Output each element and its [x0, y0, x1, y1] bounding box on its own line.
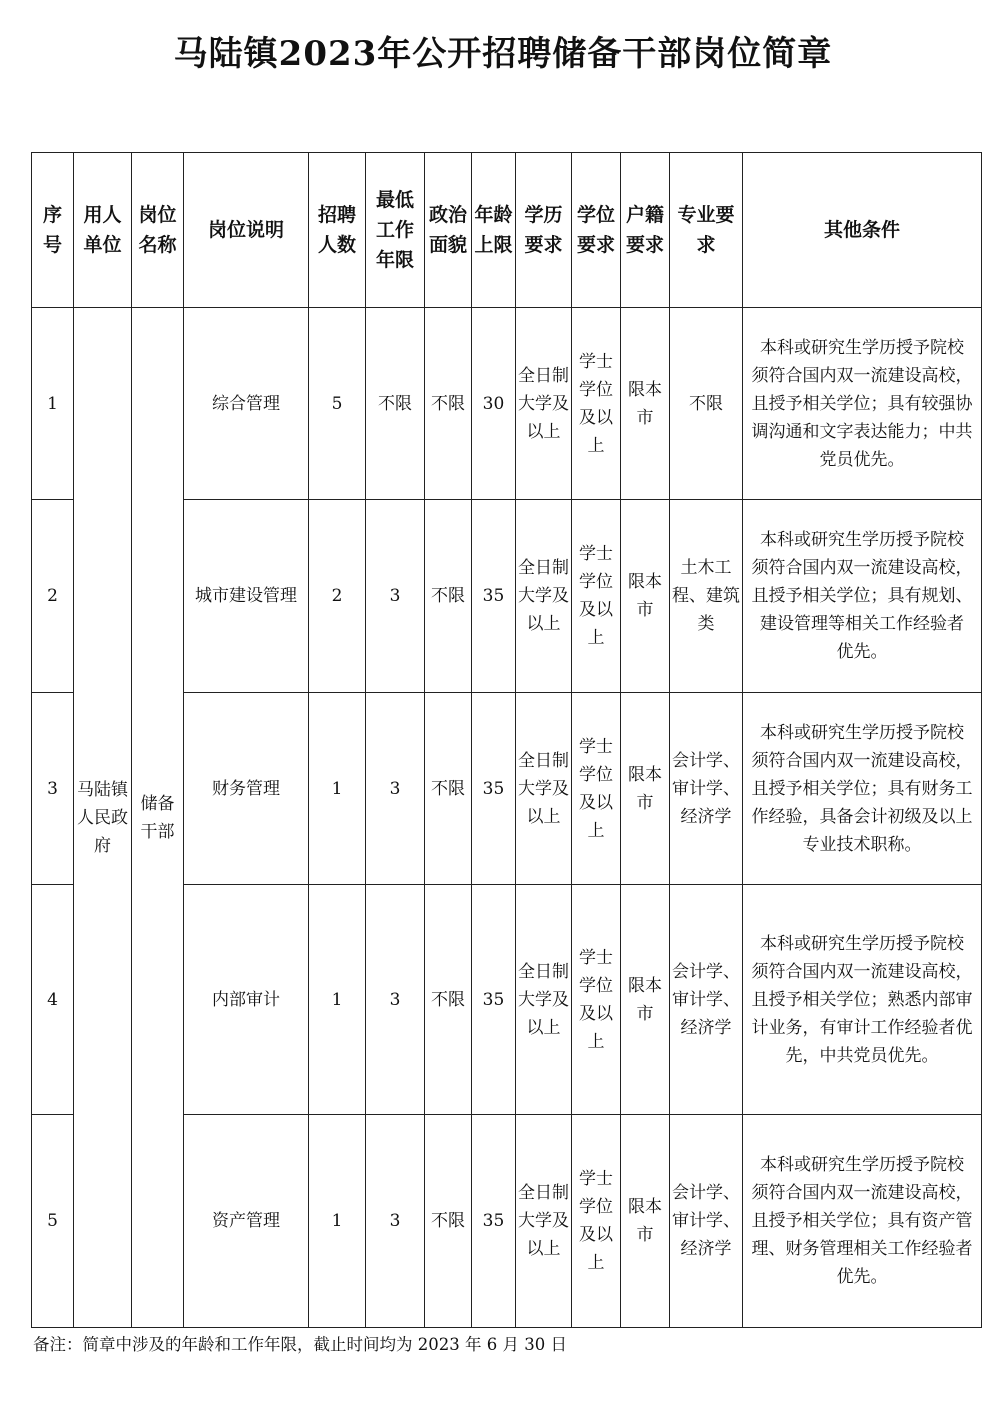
cell-line: 上 [587, 435, 605, 456]
cell-line: 学位 [576, 204, 615, 226]
cell-line: 及以 [579, 792, 613, 813]
cell-line: 大学及 [518, 586, 569, 606]
cell-line: 岗位 [138, 204, 177, 226]
cell-line: 年限 [375, 249, 414, 271]
cell-line: 上 [587, 1253, 605, 1273]
cell-count: 1 [309, 1115, 366, 1328]
cell-age: 35 [472, 1115, 516, 1328]
cell-line: 学位 [579, 764, 613, 785]
cell-line: 大学及 [518, 1211, 569, 1231]
cell-seq: 4 [32, 885, 74, 1115]
footnote: 备注：简章中涉及的年龄和工作年限，截止时间均为 2023 年 6 月 30 日 [33, 1335, 567, 1354]
page-title: 马陆镇2023年公开招聘储备干部岗位简章 [173, 34, 833, 74]
cell-line: 学历 [524, 204, 563, 226]
cell-line: 调沟通和文字表达能力；中共 [751, 421, 973, 442]
cell-line: 全日制 [518, 750, 569, 771]
cell-line: 本科或研究生学历授予院校 [760, 722, 964, 743]
cell-line: 要求 [576, 234, 615, 256]
cell-major [670, 1115, 743, 1328]
cell-line: 学位 [579, 572, 613, 592]
header-degree [572, 153, 621, 308]
cell-line: 工作 [375, 219, 414, 241]
header-work [366, 153, 425, 308]
cell-work: 不限 [366, 308, 425, 500]
cell-line: 不限 [689, 393, 723, 414]
table-row [32, 308, 982, 500]
cell-line: 限本 [628, 572, 662, 592]
cell-seq: 1 [32, 308, 74, 500]
cell-line: 限本 [628, 1197, 662, 1217]
cell-line: 学士 [579, 1169, 613, 1189]
cell-politics: 不限 [425, 885, 472, 1115]
cell-line: 以上 [526, 421, 561, 442]
cell-line: 审计学、 [672, 778, 740, 799]
cell-line: 市 [636, 1003, 654, 1024]
cell-line: 须符合国内双一流建设高校， [751, 365, 973, 386]
header-major [670, 153, 743, 308]
cell-line: 须符合国内双一流建设高校， [751, 558, 973, 578]
cell-line: 上 [587, 820, 605, 841]
cell-line: 限本 [628, 975, 662, 996]
cell-line: 学士 [579, 544, 613, 564]
cell-line: 及以 [579, 600, 613, 620]
cell-line: 及以 [579, 1225, 613, 1245]
cell-hukou [621, 1115, 670, 1328]
cell-line: 及以 [579, 407, 613, 428]
cell-line: 市 [636, 407, 654, 428]
cell-line: 人数 [317, 234, 356, 256]
cell-degree [572, 1115, 621, 1328]
cell-line: 大学及 [518, 989, 569, 1010]
cell-line: 干部 [140, 821, 175, 842]
cell-line: 限本 [628, 764, 662, 785]
cell-politics: 不限 [425, 1115, 472, 1328]
cell-line: 本科或研究生学历授予院校 [760, 337, 964, 358]
cell-edu [516, 500, 572, 693]
cell-degree [572, 308, 621, 500]
cell-line: 政治 [428, 204, 467, 226]
cell-line: 且授予相关学位；具有财务工 [751, 778, 973, 799]
recruitment-table [31, 152, 982, 1328]
cell-line: 经济学 [680, 1017, 732, 1038]
header-count [309, 153, 366, 308]
cell-line: 须符合国内双一流建设高校， [751, 961, 973, 982]
cell-line: 以上 [526, 1239, 561, 1259]
cell-other [743, 693, 982, 885]
cell-line: 作经验，具备会计初级及以上 [751, 806, 973, 827]
cell-politics: 不限 [425, 500, 472, 693]
cell-line: 人民政 [77, 807, 128, 828]
cell-hukou [621, 500, 670, 693]
cell-work: 3 [366, 500, 425, 693]
cell-desc: 内部审计 [184, 885, 309, 1115]
header-other: 其他条件 [743, 153, 982, 308]
cell-line: 面貌 [428, 234, 467, 256]
cell-line: 会计学、 [672, 750, 740, 771]
cell-line: 大学及 [518, 393, 569, 414]
cell-line: 程、建筑 [672, 586, 740, 606]
cell-major [670, 308, 743, 500]
cell-major [670, 693, 743, 885]
cell-line: 会计学、 [672, 961, 740, 982]
header-row [32, 153, 982, 308]
cell-politics: 不限 [425, 693, 472, 885]
cell-line: 须符合国内双一流建设高校， [751, 750, 973, 771]
cell-count: 5 [309, 308, 366, 500]
cell-count: 2 [309, 500, 366, 693]
header-desc: 岗位说明 [184, 153, 309, 308]
cell-line: 要求 [625, 234, 664, 256]
cell-line: 本科或研究生学历授予院校 [760, 933, 964, 954]
cell-line: 大学及 [518, 778, 569, 799]
cell-age: 35 [472, 500, 516, 693]
cell-line: 学士 [579, 947, 613, 968]
cell-line: 土木工 [680, 558, 732, 578]
cell-line: 市 [636, 1225, 654, 1245]
cell-edu [516, 308, 572, 500]
cell-count: 1 [309, 885, 366, 1115]
cell-line: 市 [636, 600, 654, 620]
cell-line: 学位 [579, 379, 613, 400]
cell-line: 经济学 [680, 1239, 732, 1259]
cell-line: 以上 [526, 1017, 561, 1038]
cell-line: 党员优先。 [819, 449, 905, 470]
cell-work: 3 [366, 1115, 425, 1328]
cell-age: 35 [472, 693, 516, 885]
cell-line: 户籍 [625, 204, 664, 226]
cell-line: 且授予相关学位；熟悉内部审 [751, 989, 973, 1010]
cell-line: 优先。 [836, 1267, 888, 1287]
cell-line: 名称 [138, 234, 177, 256]
cell-major [670, 500, 743, 693]
cell-line: 学士 [579, 736, 613, 757]
cell-line: 专业技术职称。 [802, 834, 922, 855]
cell-line: 全日制 [518, 365, 569, 386]
cell-line: 本科或研究生学历授予院校 [760, 530, 964, 550]
cell-politics: 不限 [425, 308, 472, 500]
cell-line: 且授予相关学位；具有较强协 [751, 393, 973, 414]
cell-line: 专业要 [677, 204, 735, 226]
cell-line: 号 [42, 234, 62, 256]
cell-line: 限本 [628, 379, 662, 400]
cell-seq: 2 [32, 500, 74, 693]
cell-other [743, 1115, 982, 1328]
cell-line: 先，中共党员优先。 [785, 1045, 939, 1066]
cell-post [132, 308, 184, 1328]
cell-edu [516, 693, 572, 885]
cell-other [743, 308, 982, 500]
header-age [472, 153, 516, 308]
cell-line: 以上 [526, 806, 561, 827]
cell-line: 审计学、 [672, 1211, 740, 1231]
cell-desc: 城市建设管理 [184, 500, 309, 693]
cell-work: 3 [366, 693, 425, 885]
cell-other [743, 885, 982, 1115]
cell-line: 全日制 [518, 961, 569, 982]
cell-line: 建设管理等相关工作经验者 [760, 614, 964, 634]
cell-line: 上 [587, 628, 605, 648]
cell-seq: 5 [32, 1115, 74, 1328]
cell-line: 须符合国内双一流建设高校， [751, 1183, 973, 1203]
cell-line: 市 [636, 792, 654, 813]
cell-line: 且授予相关学位；具有资产管 [751, 1211, 973, 1231]
cell-line: 类 [697, 614, 715, 634]
cell-line: 府 [94, 835, 111, 856]
cell-line: 及以 [579, 1003, 613, 1024]
cell-hukou [621, 885, 670, 1115]
cell-line: 最低 [375, 189, 414, 211]
cell-desc: 财务管理 [184, 693, 309, 885]
cell-edu [516, 885, 572, 1115]
cell-unit [74, 308, 132, 1328]
cell-desc: 资产管理 [184, 1115, 309, 1328]
cell-other [743, 500, 982, 693]
cell-line: 理、财务管理相关工作经验者 [751, 1239, 973, 1259]
header-unit [74, 153, 132, 308]
cell-line: 年龄 [474, 204, 513, 226]
cell-edu [516, 1115, 572, 1328]
cell-line: 本科或研究生学历授予院校 [760, 1155, 964, 1175]
cell-line: 全日制 [518, 558, 569, 578]
cell-count: 1 [309, 693, 366, 885]
cell-line: 学士 [579, 351, 613, 372]
header-hukou [621, 153, 670, 308]
cell-desc: 综合管理 [184, 308, 309, 500]
cell-line: 序 [42, 204, 62, 226]
cell-degree [572, 885, 621, 1115]
cell-age: 30 [472, 308, 516, 500]
cell-line: 上限 [474, 234, 513, 256]
cell-line: 计业务，有审计工作经验者优 [751, 1017, 973, 1038]
cell-line: 学位 [579, 1197, 613, 1217]
cell-work: 3 [366, 885, 425, 1115]
cell-line: 上 [587, 1031, 605, 1052]
cell-line: 要求 [524, 234, 563, 256]
cell-line: 经济学 [680, 806, 732, 827]
cell-line: 单位 [83, 234, 122, 256]
cell-line: 以上 [526, 614, 561, 634]
cell-age: 35 [472, 885, 516, 1115]
cell-line: 用人 [83, 204, 122, 226]
cell-degree [572, 500, 621, 693]
cell-seq: 3 [32, 693, 74, 885]
cell-line: 储备 [140, 793, 175, 814]
header-edu [516, 153, 572, 308]
cell-hukou [621, 308, 670, 500]
cell-line: 审计学、 [672, 989, 740, 1010]
cell-line: 会计学、 [672, 1183, 740, 1203]
cell-major [670, 885, 743, 1115]
cell-line: 招聘 [317, 204, 356, 226]
cell-line: 学位 [579, 975, 613, 996]
cell-line: 求 [696, 234, 716, 256]
header-post [132, 153, 184, 308]
cell-degree [572, 693, 621, 885]
cell-line: 全日制 [518, 1183, 569, 1203]
header-politics [425, 153, 472, 308]
cell-line: 优先。 [836, 642, 888, 662]
header-seq [32, 153, 74, 308]
cell-hukou [621, 693, 670, 885]
cell-line: 且授予相关学位；具有规划、 [751, 586, 973, 606]
cell-line: 马陆镇 [77, 779, 128, 800]
